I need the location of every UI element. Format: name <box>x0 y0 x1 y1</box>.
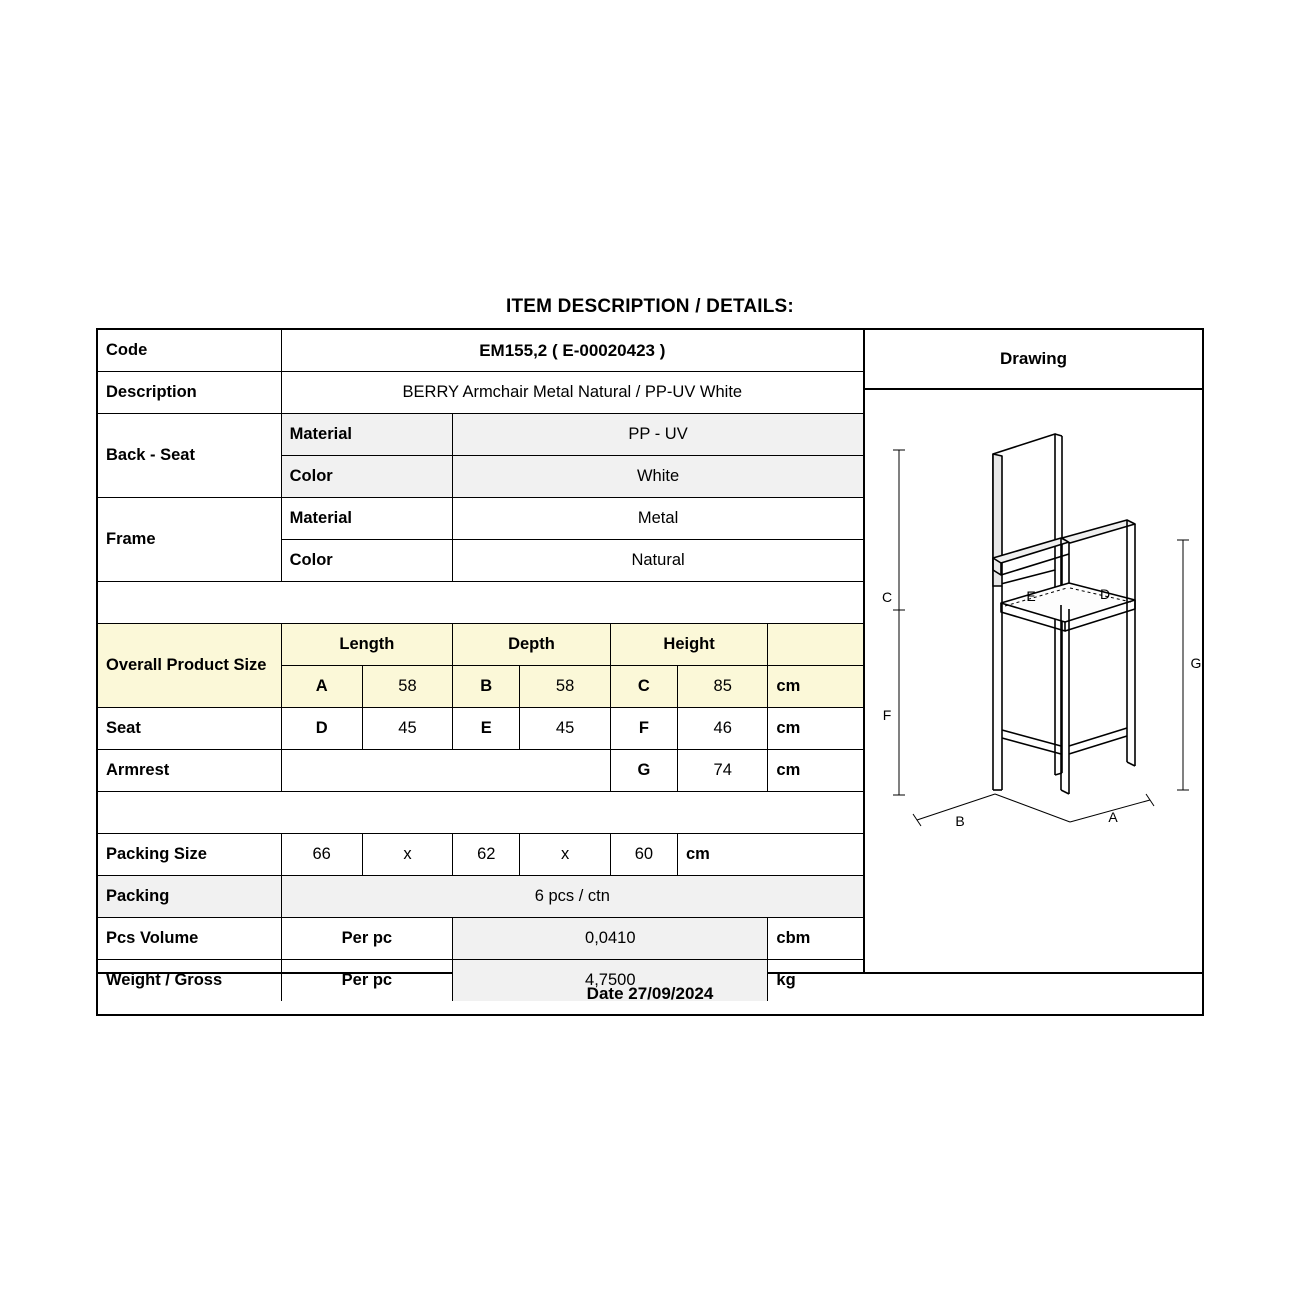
table-row <box>98 414 863 456</box>
packing-size-label: Packing Size <box>98 834 281 876</box>
table-row <box>98 708 863 750</box>
packing-value: 6 pcs / ctn <box>281 876 863 918</box>
packing-size-height: 60 <box>610 834 677 876</box>
drawing-column <box>865 330 1202 972</box>
overall-b-value: 58 <box>520 666 610 708</box>
overall-a-key: A <box>281 666 362 708</box>
armrest-g-value: 74 <box>678 750 768 792</box>
seat-f-value: 46 <box>678 708 768 750</box>
armrest-label: Armrest <box>98 750 281 792</box>
frame-color-label: Color <box>281 540 453 582</box>
overall-unit: cm <box>768 666 863 708</box>
seat-e-value: 45 <box>520 708 610 750</box>
weight-unit: kg <box>768 960 863 1002</box>
drawing-area <box>865 390 1202 972</box>
packing-size-length: 66 <box>281 834 362 876</box>
pcs-volume-value: 0,0410 <box>453 918 768 960</box>
back-seat-material-value: PP - UV <box>453 414 863 456</box>
pcs-volume-unit: cbm <box>768 918 863 960</box>
back-seat-material-label: Material <box>281 414 453 456</box>
seat-d-key: D <box>281 708 362 750</box>
armrest-g-key: G <box>610 750 677 792</box>
frame-label: Frame <box>98 498 281 582</box>
weight-per: Per pc <box>281 960 453 1002</box>
weight-label: Weight / Gross <box>98 960 281 1002</box>
back-seat-color-value: White <box>453 456 863 498</box>
frame-material-value: Metal <box>453 498 863 540</box>
frame-color-value: Natural <box>453 540 863 582</box>
column-header-height: Height <box>610 624 768 666</box>
armrest-empty <box>281 750 610 792</box>
frame-material-label: Material <box>281 498 453 540</box>
page-title: ITEM DESCRIPTION / DETAILS: <box>506 296 794 317</box>
seat-f-key: F <box>610 708 677 750</box>
specs-table <box>98 330 863 1001</box>
table-row <box>98 372 863 414</box>
overall-c-key: C <box>610 666 677 708</box>
table-row <box>98 330 863 372</box>
dim-label-d: D <box>1099 586 1111 602</box>
sheet-body <box>96 328 1204 989</box>
packing-size-unit: cm <box>678 834 864 876</box>
spacer <box>98 792 863 834</box>
packing-size-x2: x <box>520 834 610 876</box>
drawing-header: Drawing <box>865 330 1202 390</box>
table-row <box>98 876 863 918</box>
dim-label-f: F <box>882 707 892 723</box>
overall-b-key: B <box>453 666 520 708</box>
packing-size-width: 62 <box>453 834 520 876</box>
pcs-volume-label: Pcs Volume <box>98 918 281 960</box>
description-label: Description <box>98 372 281 414</box>
armrest-unit: cm <box>768 750 863 792</box>
back-seat-color-label: Color <box>281 456 453 498</box>
dim-label-a: A <box>1108 809 1118 825</box>
seat-e-key: E <box>453 708 520 750</box>
packing-size-x1: x <box>362 834 452 876</box>
dim-label-g: G <box>1190 655 1202 671</box>
dim-label-b: B <box>955 813 965 829</box>
specs-column <box>98 330 865 989</box>
packing-label: Packing <box>98 876 281 918</box>
description-value: BERRY Armchair Metal Natural / PP-UV White <box>281 372 863 414</box>
unit-header-spacer <box>768 624 863 666</box>
table-row <box>98 624 863 666</box>
seat-unit: cm <box>768 708 863 750</box>
weight-value: 4,7500 <box>453 960 768 1002</box>
column-header-length: Length <box>281 624 453 666</box>
table-row <box>98 750 863 792</box>
spacer <box>98 582 863 624</box>
column-header-depth: Depth <box>453 624 611 666</box>
table-row <box>98 498 863 540</box>
spec-sheet <box>96 296 1204 989</box>
code-label: Code <box>98 330 281 372</box>
overall-size-label: Overall Product Size <box>98 624 281 708</box>
dim-label-e: E <box>1026 588 1036 604</box>
pcs-volume-per: Per pc <box>281 918 453 960</box>
seat-d-value: 45 <box>362 708 452 750</box>
table-row <box>98 918 863 960</box>
overall-c-value: 85 <box>678 666 768 708</box>
dim-label-c: C <box>881 589 893 605</box>
table-row <box>98 834 863 876</box>
chair-drawing-svg <box>865 390 1202 900</box>
overall-a-value: 58 <box>362 666 452 708</box>
table-row <box>98 960 863 1002</box>
back-seat-label: Back - Seat <box>98 414 281 498</box>
code-value: EM155,2 ( E-00020423 ) <box>281 330 863 372</box>
seat-label: Seat <box>98 708 281 750</box>
